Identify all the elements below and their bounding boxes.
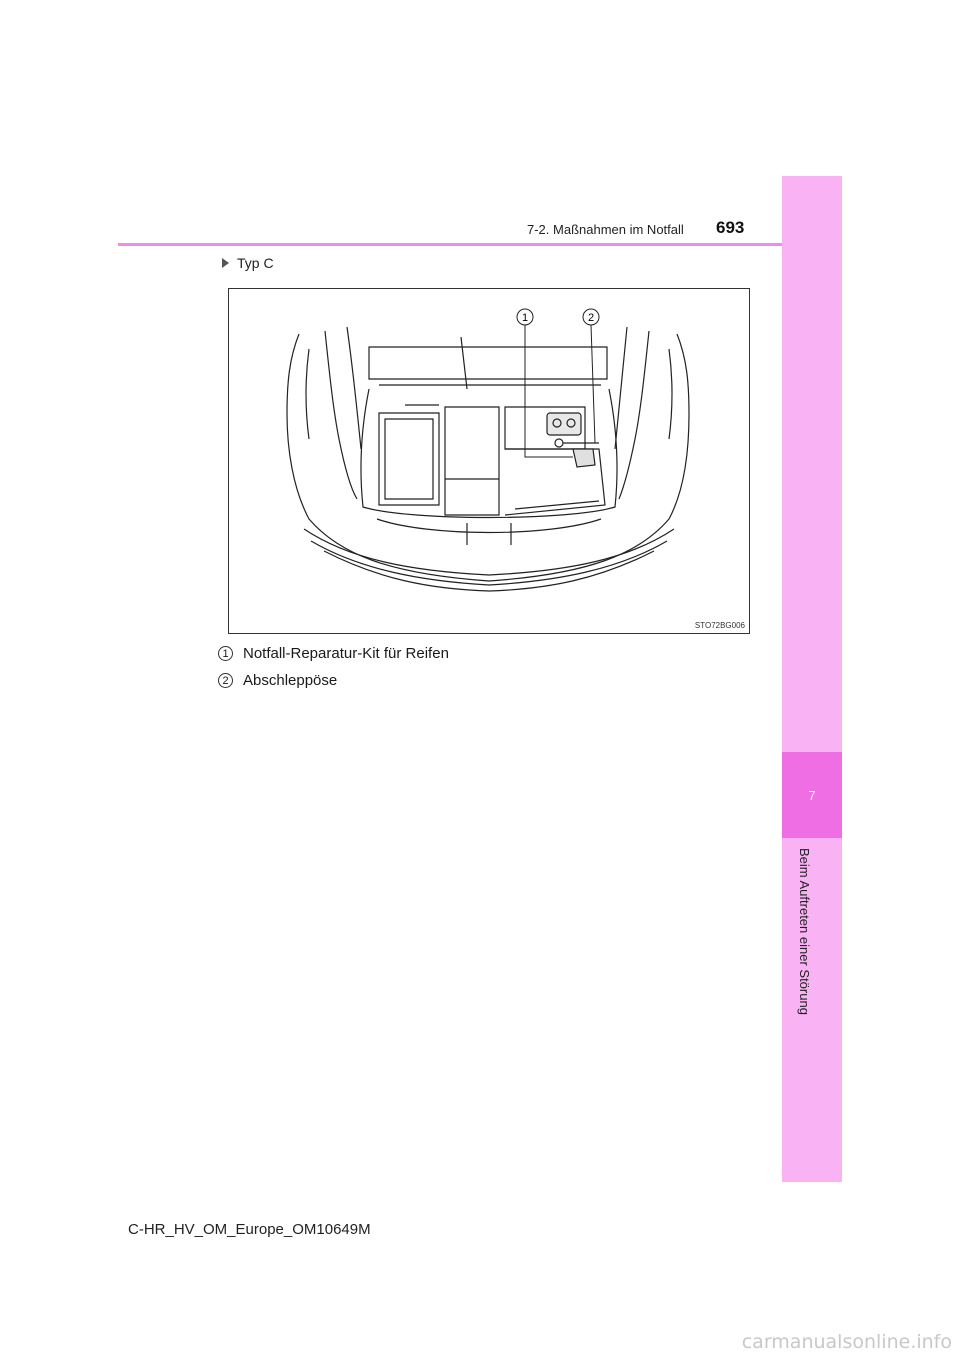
type-heading	[222, 255, 274, 271]
chapter-title: Beim Auftreten einer Störung	[797, 848, 812, 1015]
chapter-side-tab	[782, 176, 842, 1182]
callout-2: 2	[587, 312, 595, 324]
header-rule	[118, 243, 782, 246]
legend-text-1: Notfall-Reparatur-Kit für Reifen	[243, 645, 449, 662]
trunk-illustration	[228, 288, 750, 634]
type-label: Typ C	[237, 255, 274, 271]
callout-markers	[517, 309, 599, 325]
legend-text-2: Abschleppöse	[243, 672, 338, 689]
legend-item-1	[218, 645, 449, 662]
callout-1: 1	[521, 312, 529, 324]
legend-item-2	[218, 672, 337, 689]
watermark: carmanualsonline.info	[741, 1331, 952, 1353]
chapter-number-tab	[782, 752, 842, 838]
legend-number-2: 2	[218, 673, 233, 688]
section-title: 7-2. Maßnahmen im Notfall	[527, 222, 684, 237]
arrow-bullet-icon	[222, 258, 229, 268]
car-trunk-drawing	[229, 289, 749, 633]
figure-code: STO72BG006	[694, 621, 745, 630]
legend-number-1: 1	[218, 646, 233, 661]
page-number: 693	[716, 218, 745, 237]
chapter-number: 7	[808, 787, 816, 803]
document-id: C-HR_HV_OM_Europe_OM10649M	[128, 1221, 371, 1238]
